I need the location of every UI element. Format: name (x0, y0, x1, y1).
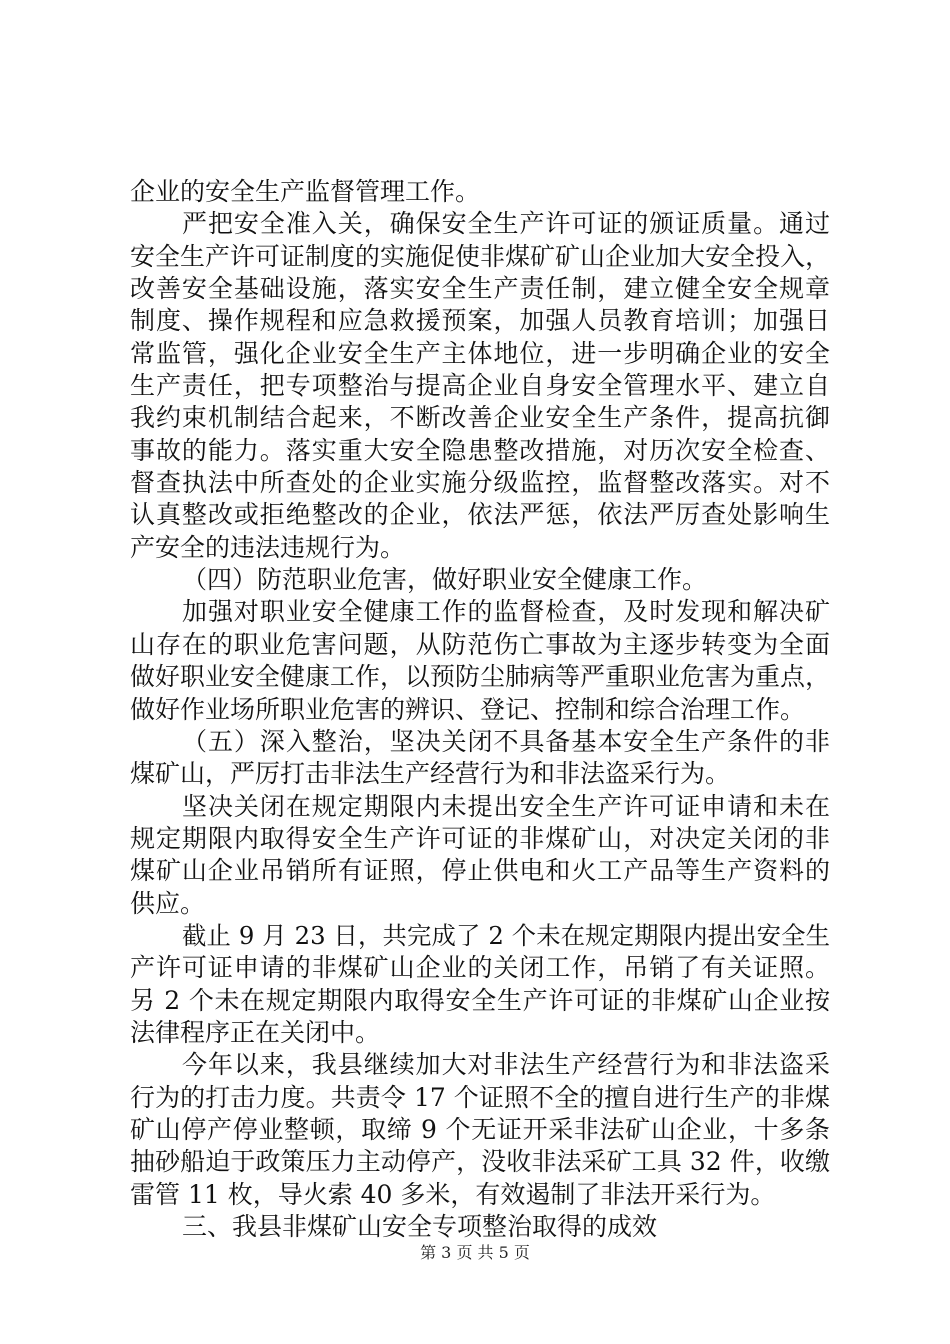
text-line: 三、我县非煤矿山安全专项整治取得的成效 (182, 1212, 658, 1241)
text-line: 坚决关闭在规定期限内未提出安全生产许可证申请和未在 (182, 791, 830, 821)
text-line: 做好职业安全健康工作，以预防尘肺病等严重职业危害为重点， (130, 662, 830, 692)
text-line: 常监管，强化企业安全生产主体地位，进一步明确企业的安全 (130, 338, 830, 368)
text-line: 制度、操作规程和应急救援预案，加强人员教育培训；加强日 (130, 306, 830, 336)
text-line: 今年以来，我县继续加大对非法生产经营行为和非法盗采 (182, 1050, 830, 1080)
text-line: 供应。 (130, 888, 206, 918)
text-line: 行为的打击力度。共责令 17 个证照不全的擅自进行生产的非煤 (130, 1082, 830, 1112)
text-line: 事故的能力。落实重大安全隐患整改措施，对历次安全检查、 (130, 435, 830, 465)
document-body (130, 176, 830, 1243)
text-line: 督查执法中所查处的企业实施分级监控，监督整改落实。对不 (130, 468, 830, 498)
text-line: 抽砂船迫于政策压力主动停产，没收非法采矿工具 32 件，收缴 (130, 1147, 830, 1177)
text-line: 产许可证申请的非煤矿山企业的关闭工作，吊销了有关证照。 (130, 953, 830, 983)
text-line: 产安全的违法违规行为。 (130, 532, 406, 562)
text-line: （五）深入整治，坚决关闭不具备基本安全生产条件的非 (182, 726, 830, 756)
text-line: 规定期限内取得安全生产许可证的非煤矿山，对决定关闭的非 (130, 823, 830, 853)
text-line: 改善安全基础设施，落实安全生产责任制，建立健全安全规章 (130, 274, 830, 304)
text-line: 矿山停产停业整顿，取缔 9 个无证开采非法矿山企业，十多条 (130, 1114, 830, 1144)
text-line: 加强对职业安全健康工作的监督检查，及时发现和解决矿 (182, 597, 830, 627)
text-line: 煤矿山企业吊销所有证照，停止供电和火工产品等生产资料的 (130, 856, 830, 886)
text-line: 煤矿山，严厉打击非法生产经营行为和非法盗采行为。 (130, 759, 731, 789)
text-line: 生产责任，把专项整治与提高企业自身安全管理水平、建立自 (130, 371, 830, 401)
text-line: 安全生产许可证制度的实施促使非煤矿矿山企业加大安全投入， (130, 241, 830, 271)
text-line: 截止 9 月 23 日，共完成了 2 个未在规定期限内提出安全生 (182, 920, 830, 950)
text-line: 山存在的职业危害问题，从防范伤亡事故为主逐步转变为全面 (130, 629, 830, 659)
text-line: （四）防范职业危害，做好职业安全健康工作。 (182, 565, 708, 595)
text-line: 认真整改或拒绝整改的企业，依法严惩，依法严厉查处影响生 (130, 500, 830, 530)
text-line: 做好作业场所职业危害的辨识、登记、控制和综合治理工作。 (130, 694, 806, 724)
text-line: 严把安全准入关，确保安全生产许可证的颁证质量。通过 (182, 209, 830, 239)
text-line: 企业的安全生产监督管理工作。 (130, 177, 481, 206)
page-footer: 第 3 页 共 5 页 (420, 1243, 530, 1262)
text-line: 法律程序正在关闭中。 (130, 1017, 381, 1047)
text-line: 雷管 11 枚，导火索 40 多米，有效遏制了非法开采行为。 (130, 1179, 776, 1209)
text-line: 我约束机制结合起来，不断改善企业安全生产条件，提高抗御 (130, 403, 830, 433)
text-line: 另 2 个未在规定期限内取得安全生产许可证的非煤矿山企业按 (130, 985, 830, 1015)
